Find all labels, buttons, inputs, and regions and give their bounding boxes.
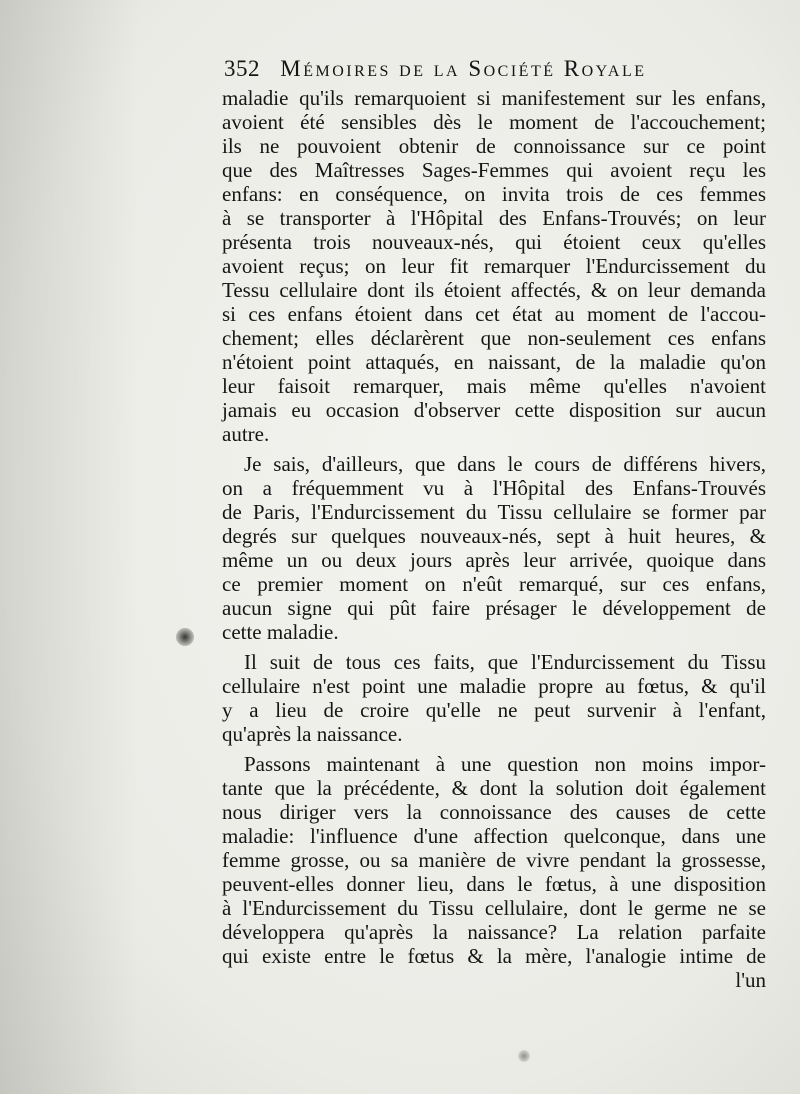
text-line: peuvent-elles donner lieu, dans le fœtus, à une disposition — [222, 872, 766, 896]
text-line: à l'Endurcissement du Tissu cellulaire, dont le germe ne se — [222, 896, 766, 920]
text-line: ils ne pouvoient obtenir de connoissance sur ce point — [222, 134, 766, 158]
text-line: n'étoient point attaqués, en naissant, de la maladie qu'on — [222, 350, 766, 374]
text-line: développera qu'après la naissance? La relation parfaite — [222, 920, 766, 944]
text-line: ce premier moment on n'eût remarqué, sur ces enfans, — [222, 572, 766, 596]
text-line: que des Maîtresses Sages-Femmes qui avoient reçu les — [222, 158, 766, 182]
text-line: qui existe entre le fœtus & la mère, l'analogie intime de — [222, 944, 766, 968]
paragraph-1 — [222, 86, 766, 446]
text-line: maladie: l'influence d'une affection quelconque, dans une — [222, 824, 766, 848]
text-line: Je sais, d'ailleurs, que dans le cours de différens hivers, — [244, 452, 766, 476]
text-line: qu'après la naissance. — [222, 722, 403, 746]
page-header — [224, 56, 764, 82]
text-line: maladie qu'ils remarquoient si manifestement sur les enfans, — [222, 86, 766, 110]
text-line: cette maladie. — [222, 620, 339, 644]
text-line: nous diriger vers la connoissance des causes de cette — [222, 800, 766, 824]
text-line: leur faisoit remarquer, mais même qu'elles n'avoient — [222, 374, 766, 398]
ink-spot — [176, 628, 194, 646]
gutter-shadow — [0, 0, 140, 1094]
text-line: y a lieu de croire qu'elle ne peut survenir à l'enfant, — [222, 698, 766, 722]
body-text — [222, 86, 766, 992]
text-line: autre. — [222, 422, 270, 446]
text-line: on a fréquemment vu à l'Hôpital des Enfans-Trouvés — [222, 476, 766, 500]
text-line: à se transporter à l'Hôpital des Enfans-Trouvés; on leur — [222, 206, 766, 230]
text-line: Tessu cellulaire dont ils étoient affectés, & on leur demanda — [222, 278, 766, 302]
catchword: l'un — [735, 968, 766, 992]
text-line: avoient été sensibles dès le moment de l'accouchement; — [222, 110, 766, 134]
paragraph-3 — [222, 650, 766, 746]
text-line: cellulaire n'est point une maladie propre au fœtus, & qu'il — [222, 674, 766, 698]
text-line: femme grosse, ou sa manière de vivre pendant la grossesse, — [222, 848, 766, 872]
text-line: aucun signe qui pût faire présager le développement de — [222, 596, 766, 620]
text-line: jamais eu occasion d'observer cette disposition sur aucun — [222, 398, 766, 422]
paragraph-4 — [222, 752, 766, 968]
page-number: 352 — [224, 56, 260, 81]
text-line: chement; elles déclarèrent que non-seulement ces enfans — [222, 326, 766, 350]
text-line: Il suit de tous ces faits, que l'Endurcissement du Tissu — [244, 650, 766, 674]
text-line: avoient reçus; on leur fit remarquer l'Endurcissement du — [222, 254, 766, 278]
running-title: Mémoires de la Société Royale — [280, 56, 647, 81]
text-line: même un ou deux jours après leur arrivée, quoique dans — [222, 548, 766, 572]
text-line: tante que la précédente, & dont la solution doit également — [222, 776, 766, 800]
text-line: de Paris, l'Endurcissement du Tissu cellulaire se former par — [222, 500, 766, 524]
text-line: enfans: en conséquence, on invita trois de ces femmes — [222, 182, 766, 206]
text-line: Passons maintenant à une question non moins impor- — [244, 752, 766, 776]
ink-spot — [518, 1050, 530, 1062]
paragraph-2 — [222, 452, 766, 644]
text-line: si ces enfans étoient dans cet état au moment de l'accou- — [222, 302, 766, 326]
text-line: degrés sur quelques nouveaux-nés, sept à huit heures, & — [222, 524, 766, 548]
text-line: présenta trois nouveaux-nés, qui étoient ceux qu'elles — [222, 230, 766, 254]
